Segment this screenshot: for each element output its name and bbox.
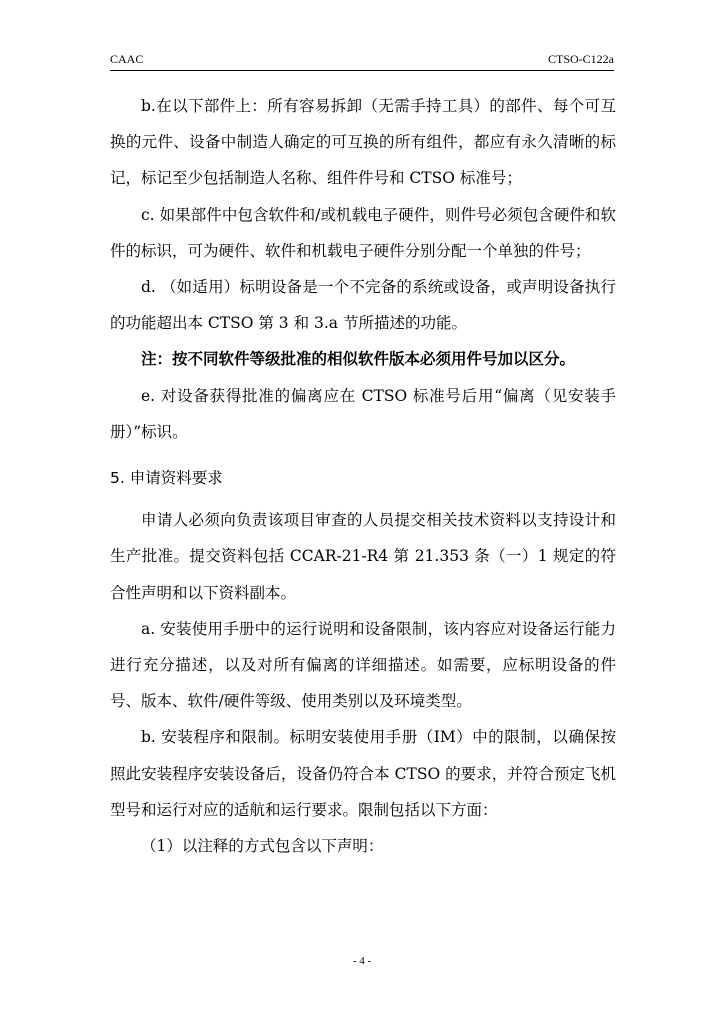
section-5-heading: 5. 申请资料要求 <box>110 469 223 488</box>
header-org: CAAC <box>110 52 144 66</box>
paragraph-d-incomplete: d. （如适用）标明设备是一个不完备的系统或设备，或声明设备执行的功能超出本 CTSO 第 3 和 3.a 节所描述的功能。 <box>110 278 616 333</box>
paragraph-b-marking: b.在以下部件上：所有容易拆卸（无需手持工具）的部件、每个可互换的元件、设备中制造人确定的可互换的所有组件，都应有永久清晰的标记，标记至少包括制造人名称、组件件号和 CTSO 标准号； <box>110 97 616 188</box>
page-number: - 4 - <box>352 955 372 967</box>
paragraph-c-software: c. 如果部件中包含软件和/或机载电子硬件，则件号必须包含硬件和软件的标识，可为硬件、软件和机载电子硬件分别分配一个单独的件号； <box>110 205 616 260</box>
note-software-versions: 注：按不同软件等级批准的相似软件版本必须用件号加以区分。 <box>141 350 576 369</box>
document-body <box>110 88 616 864</box>
paragraph-a-manual: a. 安装使用手册中的运行说明和设备限制，该内容应对设备运行能力进行充分描述，以及对所有偏离的详细描述。如需要，应标明设备的件号、版本、软件/硬件等级、使用类别以及环境类型。 <box>110 619 616 711</box>
paragraph-e-deviation: e. 对设备获得批准的偏离应在 CTSO 标准号后用“偏离（见安装手册）”标识。 <box>110 386 616 441</box>
page-header <box>110 52 614 71</box>
paragraph-b-install: b. 安装程序和限制。标明安装使用手册（IM）中的限制，以确保按照此安装程序安装设备后，设备仍符合本 CTSO 的要求，并符合预定飞机型号和运行对应的适航和运行要求。限制包括以下方面： <box>110 728 616 819</box>
header-doc-id: CTSO-C122a <box>548 52 614 66</box>
paragraph-1-statement: （1）以注释的方式包含以下声明： <box>141 837 384 856</box>
paragraph-section5-intro: 申请人必须向负责该项目审查的人员提交相关技术资料以支持设计和生产批准。提交资料包括 CCAR-21-R4 第 21.353 条（一）1 规定的符合性声明和以下资料副本。 <box>110 511 616 602</box>
